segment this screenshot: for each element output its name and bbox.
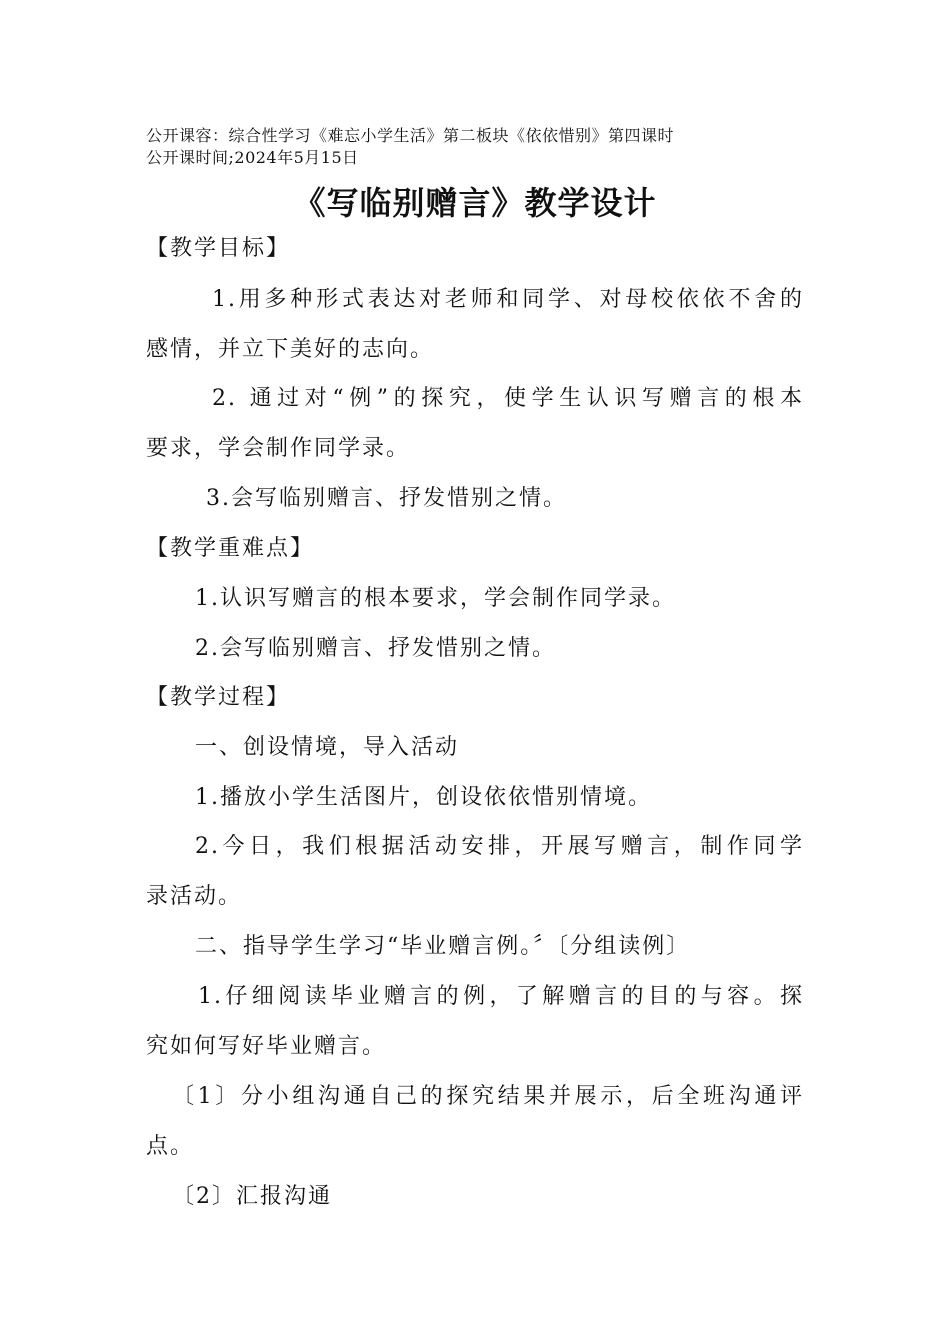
sub-item-1-line-1: 〔1〕分小组沟通自己的探究结果并展示，后全班沟通评 <box>172 1084 804 1109</box>
section-heading-key-points: 【教学重难点】 <box>146 536 315 561</box>
course-time-line: 公开课时间;2024年5月15日 <box>146 148 359 167</box>
goal-2-line-1: 2. 通过对“例”的探究，使学生认识写赠言的根本 <box>212 386 804 411</box>
document-title: 《写临别赠言》教学设计 <box>293 184 657 222</box>
step-1-title: 一、创设情境，导入活动 <box>195 735 460 760</box>
section-heading-goals: 【教学目标】 <box>146 236 291 261</box>
key-point-2: 2.会写临别赠言、抒发惜别之情。 <box>195 636 556 661</box>
goal-1-line-1: 1.用多种形式表达对老师和同学、对母校依依不舍的 <box>212 287 804 312</box>
step-1-item-2-line-2: 录活动。 <box>146 884 243 909</box>
sub-item-2: 〔2〕汇报沟通 <box>172 1184 332 1209</box>
section-heading-process: 【教学过程】 <box>146 685 291 710</box>
step-2-item-1-line-1: 1.仔细阅读毕业赠言的例，了解赠言的目的与容。探 <box>198 984 804 1009</box>
step-2-title: 二、指导学生学习“毕业赠言例。〞〔分组读例〕 <box>195 934 691 959</box>
key-point-1: 1.认识写赠言的根本要求，学会制作同学录。 <box>195 586 676 611</box>
step-1-item-2-line-1: 2.今日，我们根据活动安排，开展写赠言，制作同学 <box>195 834 804 859</box>
step-1-item-1: 1.播放小学生活图片，创设依依惜别情境。 <box>195 785 652 810</box>
goal-1-line-2: 感情，并立下美好的志向。 <box>146 337 435 362</box>
sub-item-1-line-2: 点。 <box>146 1134 195 1159</box>
goal-2-line-2: 要求，学会制作同学录。 <box>146 436 411 461</box>
goal-3-line: 3.会写临别赠言、抒发惜别之情。 <box>206 486 567 511</box>
course-info-line: 公开课容：综合性学习《难忘小学生活》第二板块《依依惜别》第四课时 <box>146 126 675 145</box>
step-2-item-1-line-2: 究如何写好毕业赠言。 <box>146 1034 387 1059</box>
